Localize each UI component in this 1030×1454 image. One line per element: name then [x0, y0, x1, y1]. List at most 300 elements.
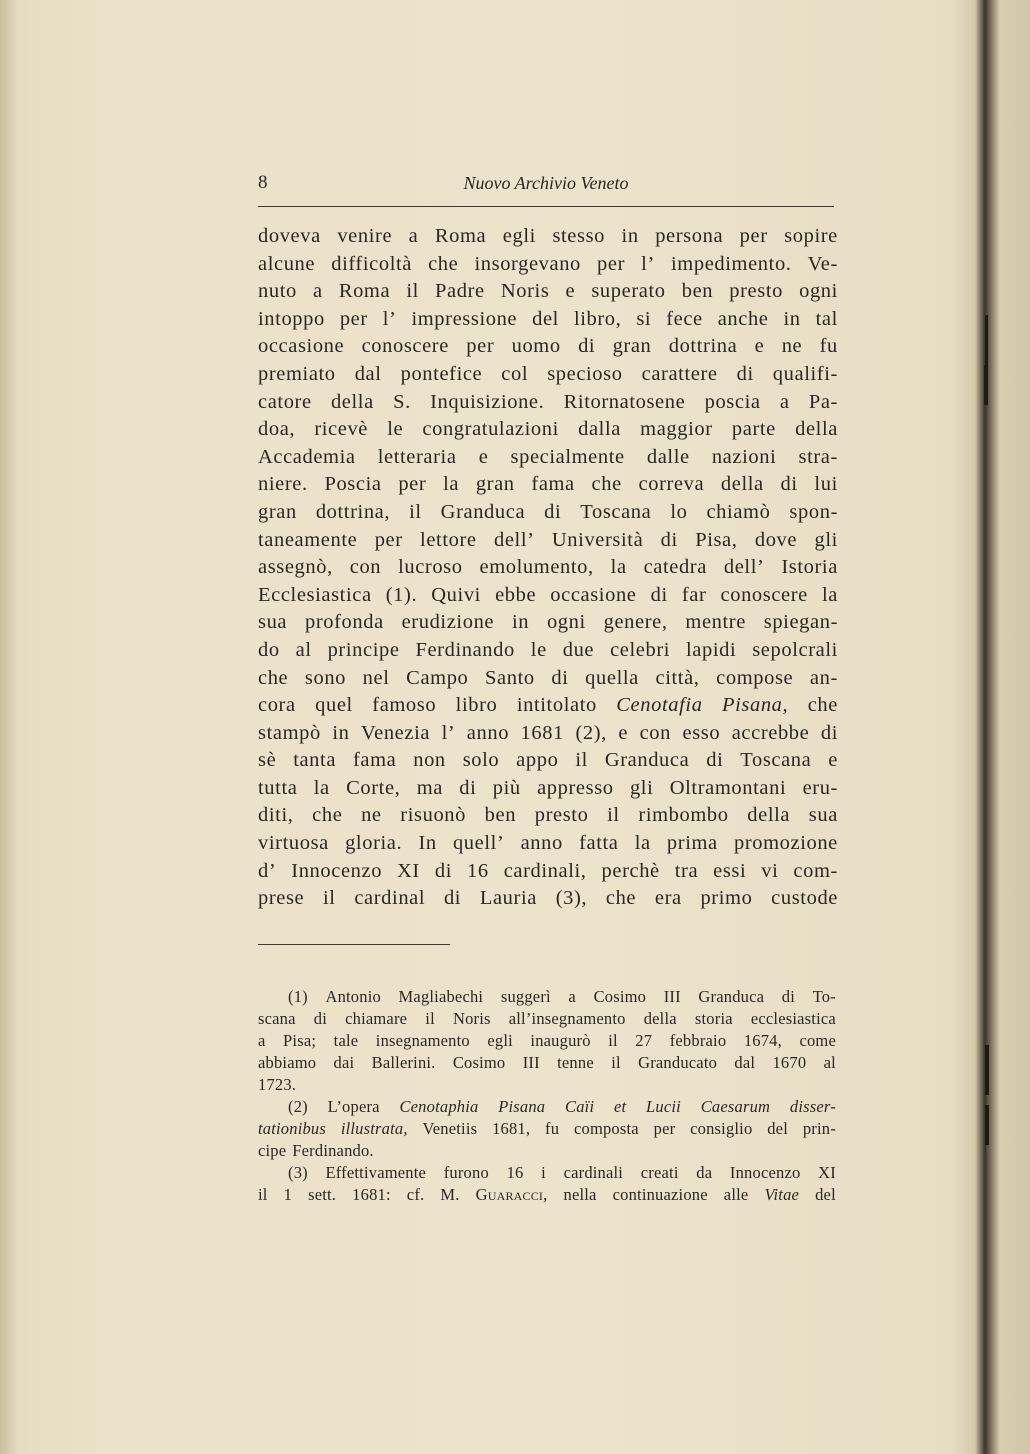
word: chiamò — [706, 500, 771, 523]
word: 1681: — [352, 1185, 391, 1204]
word: Vitae — [764, 1185, 800, 1204]
word: della — [795, 418, 838, 441]
word: città, — [655, 666, 700, 689]
word: Ecclesiastica — [258, 583, 372, 606]
word: all’insegnamento — [508, 1009, 626, 1028]
word: i — [541, 1163, 546, 1182]
word: S. — [393, 390, 411, 413]
word: di — [660, 528, 678, 551]
word: di — [443, 887, 462, 910]
word: per — [398, 473, 427, 496]
word: Caïi — [565, 1097, 595, 1116]
word: ricevè — [314, 418, 368, 441]
word: nazioni — [711, 445, 777, 468]
word: Cenotaphia — [399, 1097, 479, 1116]
text-line — [258, 830, 838, 858]
word: il — [611, 1053, 621, 1072]
word: di — [781, 987, 795, 1006]
word: celebri — [610, 638, 671, 661]
word: doveva — [258, 225, 321, 247]
word: difficoltà — [331, 252, 412, 275]
word: Pisa; — [283, 1031, 317, 1050]
word: cipe — [258, 1141, 287, 1160]
word: Padre — [435, 280, 485, 303]
word: per — [739, 225, 768, 247]
word: pontefice — [400, 362, 483, 385]
word: XI — [397, 859, 420, 882]
word: Granducato — [638, 1053, 718, 1072]
word: stra- — [798, 445, 838, 468]
word: gran — [475, 473, 515, 496]
word: e — [618, 721, 629, 744]
word: stampò — [258, 721, 321, 744]
word: egli — [487, 1031, 513, 1050]
word: lo — [670, 500, 688, 523]
word: per — [339, 307, 368, 330]
word: inaugurò — [530, 1031, 591, 1050]
word: egli — [502, 225, 536, 247]
word: dell’ — [493, 528, 535, 551]
text-line — [258, 527, 838, 555]
word: Cosimo — [452, 1053, 506, 1072]
word: storia — [694, 1009, 733, 1028]
word: che — [428, 252, 459, 275]
word: ma — [416, 776, 443, 799]
text-line — [258, 251, 838, 279]
word: cf. — [406, 1185, 425, 1204]
word: l’ — [382, 307, 397, 330]
word: Noris — [500, 280, 550, 303]
word: M. — [440, 1185, 460, 1204]
word: Ballerini. — [371, 1053, 436, 1072]
word: Granduca — [440, 500, 526, 523]
word: chiamare — [345, 1009, 408, 1028]
footnote-line — [258, 1162, 836, 1184]
word: ne — [361, 804, 382, 827]
word: an- — [809, 666, 838, 689]
word: To- — [812, 987, 836, 1006]
word: 1670 — [772, 1053, 807, 1072]
word: principe — [327, 638, 400, 661]
word: di — [650, 583, 668, 606]
word: da — [696, 1163, 713, 1182]
word: Santo — [485, 666, 535, 689]
word: fu — [545, 1119, 560, 1138]
word: dove — [754, 528, 798, 551]
word: col — [501, 362, 529, 385]
word: spiegan- — [763, 611, 838, 634]
word: Cenotafia — [616, 694, 703, 717]
footnote-line — [258, 1096, 836, 1118]
word: Pisa, — [695, 528, 738, 551]
word: anno — [466, 721, 510, 744]
word: parte — [731, 418, 776, 441]
word: l’ — [641, 252, 655, 275]
word: che — [258, 666, 289, 689]
word: XI — [818, 1163, 836, 1182]
word: Granduca — [604, 749, 690, 772]
word: (1) — [288, 987, 308, 1006]
word: profonda — [304, 611, 384, 634]
word: quel — [315, 694, 353, 717]
word: custode — [771, 887, 838, 910]
word: anno — [520, 832, 563, 855]
word: mentre — [685, 611, 746, 634]
page-number: 8 — [258, 172, 268, 193]
word: compose — [716, 666, 794, 689]
word: lucroso — [398, 556, 463, 579]
word: ne — [781, 335, 803, 358]
word: a — [568, 987, 576, 1006]
word: occasione — [258, 335, 345, 358]
word: (3) — [288, 1163, 308, 1182]
word: (2) — [288, 1097, 308, 1116]
word: Oltramontani — [669, 776, 787, 799]
word: in — [332, 721, 350, 744]
word: e — [565, 280, 576, 303]
word: il — [406, 280, 419, 303]
word: dal — [734, 1053, 756, 1072]
word: dalle — [646, 445, 690, 468]
word: specioso — [547, 362, 623, 385]
word: gloria. — [345, 832, 403, 855]
text-line — [258, 554, 838, 582]
word: che — [312, 804, 343, 827]
word: 1681, — [492, 1119, 531, 1138]
word: della — [643, 1009, 677, 1028]
word: 27 — [635, 1031, 653, 1050]
word: primo — [700, 887, 753, 910]
word: sua — [258, 611, 288, 634]
text-line — [258, 637, 838, 665]
word: sua — [808, 804, 838, 827]
word: III — [522, 1053, 540, 1072]
word: fece — [666, 307, 703, 330]
word: letteraria — [377, 445, 457, 468]
word: esso — [682, 721, 721, 744]
word: al — [823, 1053, 836, 1072]
text-line — [258, 885, 838, 913]
word: appresso — [537, 776, 614, 799]
word: d’ — [258, 859, 277, 882]
word: Innocenzo — [291, 859, 383, 882]
word: 16 — [506, 1163, 524, 1182]
word: stesso — [552, 225, 606, 247]
word: Pa- — [808, 390, 838, 413]
word: et — [613, 1097, 627, 1116]
word: 1681 — [520, 721, 564, 744]
word: di — [313, 1009, 327, 1028]
word: fatta — [579, 832, 619, 855]
word: a — [779, 390, 790, 413]
word: il — [608, 1031, 618, 1050]
word: Magliabechi — [398, 987, 484, 1006]
word: della — [330, 390, 374, 413]
word: Antonio — [325, 987, 381, 1006]
scan-mark — [984, 365, 988, 405]
word: suggerì — [500, 987, 551, 1006]
text-line — [258, 306, 838, 334]
word: 16 — [467, 859, 489, 882]
word: spon- — [789, 500, 838, 523]
word: tra — [674, 859, 699, 882]
word: dottrina, — [315, 500, 391, 523]
text-line — [258, 223, 838, 251]
word: diti, — [258, 804, 294, 827]
word: doa, — [258, 418, 296, 441]
word: 1674, — [743, 1031, 782, 1050]
word: a — [258, 1031, 266, 1050]
word: congratulazioni — [422, 418, 559, 441]
word: Lucii — [646, 1097, 681, 1116]
running-title: Nuovo Archivio Veneto — [463, 173, 629, 193]
word: cardinali, — [503, 859, 587, 882]
text-line — [258, 747, 838, 775]
text-line — [258, 278, 838, 306]
word: in — [511, 611, 530, 634]
text-line — [258, 389, 838, 417]
word: 1723. — [258, 1075, 297, 1094]
word: prima — [666, 832, 718, 855]
word: alcune — [258, 252, 316, 275]
word: sett. — [308, 1185, 337, 1204]
word: dalla — [578, 418, 621, 441]
footnote-line — [258, 1008, 836, 1030]
word: qualifi- — [772, 362, 838, 385]
word: In — [418, 832, 437, 855]
word: creati — [640, 1163, 679, 1182]
word: Lauria — [479, 887, 537, 910]
word: che — [807, 694, 838, 717]
word: il — [575, 749, 588, 772]
word: gran — [258, 500, 297, 523]
word: a — [312, 280, 323, 303]
word: accrebbe — [731, 721, 810, 744]
word: lettore — [420, 528, 477, 551]
word: conoscere — [720, 583, 808, 606]
main-text — [258, 223, 838, 913]
word: appo — [516, 749, 559, 772]
word: essi — [713, 859, 747, 882]
word: tutta — [258, 776, 298, 799]
word: genere, — [603, 611, 668, 634]
word: gli — [629, 776, 654, 799]
word: virtuosa — [258, 832, 329, 855]
word: dal — [354, 362, 382, 385]
word: tanta — [293, 749, 337, 772]
word: catedra — [643, 556, 707, 579]
word: che — [591, 473, 622, 496]
word: la — [313, 776, 330, 799]
word: dai — [333, 1053, 355, 1072]
word: Innocenzo — [729, 1163, 801, 1182]
text-line — [258, 471, 838, 499]
word: quella — [585, 666, 639, 689]
word: emolumento, — [479, 556, 594, 579]
word: Corte, — [346, 776, 401, 799]
footnote-line — [258, 1074, 836, 1096]
header-rule — [258, 206, 834, 207]
word: gli — [814, 528, 838, 551]
word: per — [374, 528, 403, 551]
word: ben — [484, 804, 517, 827]
word: composta — [573, 1119, 639, 1138]
word: di — [706, 749, 724, 772]
word: libro, — [573, 307, 622, 330]
word: impedimento. — [671, 252, 792, 275]
word: il — [258, 1185, 268, 1204]
word: uomo — [511, 335, 561, 358]
word: Roma — [338, 280, 391, 303]
word: correva — [638, 473, 705, 496]
word: il — [607, 804, 620, 827]
word: di — [551, 666, 569, 689]
word: tationibus — [258, 1119, 327, 1138]
word: Poscia — [324, 473, 382, 496]
word: prese — [258, 887, 305, 910]
text-line — [258, 720, 838, 748]
word: il — [323, 887, 336, 910]
footnote-rule — [258, 944, 450, 945]
word: nella — [563, 1185, 597, 1204]
word: e — [828, 749, 838, 772]
word: ecclesiastica — [750, 1009, 836, 1028]
word: Toscana — [580, 500, 652, 523]
word: più — [492, 776, 521, 799]
word: furono — [443, 1163, 489, 1182]
word: il — [425, 1009, 435, 1028]
word: Quivi — [431, 583, 481, 606]
word: non — [413, 749, 446, 772]
word: ogni — [799, 280, 838, 303]
word: far — [681, 583, 707, 606]
text-line — [258, 444, 838, 472]
text-line — [258, 499, 838, 527]
word: e — [754, 335, 765, 358]
word: Caesarum — [700, 1097, 771, 1116]
word: Roma — [434, 225, 487, 247]
word: per — [597, 252, 626, 275]
word: al — [295, 638, 312, 661]
word: risuonò — [400, 804, 466, 827]
word: di — [780, 473, 798, 496]
word: insorgevano — [474, 252, 581, 275]
word: del — [532, 307, 559, 330]
word: do — [258, 638, 280, 661]
word: Guaracci, — [475, 1185, 548, 1204]
word: illustrata, — [340, 1119, 408, 1138]
footnote-line — [258, 986, 836, 1008]
word: Campo — [406, 666, 469, 689]
word: continuazione — [612, 1185, 708, 1204]
word: intitolato — [516, 694, 597, 717]
text-line — [258, 609, 838, 637]
word: promozione — [733, 832, 838, 855]
word: specialmente — [510, 445, 625, 468]
word: lui — [814, 473, 838, 496]
word: Cosimo — [593, 987, 647, 1006]
word: l’ — [441, 721, 456, 744]
word: Pisana, — [721, 694, 789, 717]
word: persona — [655, 225, 724, 247]
word: superato — [591, 280, 666, 303]
word: rimbombo — [638, 804, 729, 827]
word: ogni — [546, 611, 586, 634]
word: solo — [462, 749, 500, 772]
word: cardinal — [354, 887, 426, 910]
word: Ve- — [807, 252, 838, 275]
word: sepolcrali — [752, 638, 838, 661]
word: famoso — [372, 694, 437, 717]
word: la — [821, 583, 838, 606]
word: ebbe — [495, 583, 537, 606]
word: si — [636, 307, 652, 330]
word: maggior — [640, 418, 713, 441]
word: fu — [819, 335, 838, 358]
word: le — [530, 638, 547, 661]
word: poscia — [704, 390, 761, 413]
word: (2), — [575, 721, 607, 744]
text-line — [258, 802, 838, 830]
word: erudizione — [401, 611, 495, 634]
word: dell’ — [723, 556, 765, 579]
word: di — [459, 776, 477, 799]
word: tenne — [557, 1053, 594, 1072]
footnote-line — [258, 1052, 836, 1074]
word: come — [799, 1031, 836, 1050]
word: Venezia — [360, 721, 431, 744]
word: Istoria — [781, 556, 838, 579]
word: perchè — [601, 859, 660, 882]
word: cardinali — [563, 1163, 624, 1182]
word: libro — [455, 694, 498, 717]
scan-mark — [985, 1045, 989, 1095]
word: eru- — [802, 776, 838, 799]
text-line — [258, 858, 838, 886]
word: sono — [304, 666, 347, 689]
word: che — [605, 887, 637, 910]
word: vi — [761, 859, 779, 882]
text-line — [258, 416, 838, 444]
word: per — [466, 335, 495, 358]
word: per — [653, 1119, 676, 1138]
word: premiato — [258, 362, 336, 385]
word: era — [654, 887, 682, 910]
word: Pisana — [498, 1097, 546, 1116]
word: ben — [681, 280, 714, 303]
word: con — [349, 556, 382, 579]
word: impressione — [411, 307, 518, 330]
word: sopire — [784, 225, 838, 247]
footnote-line — [258, 1140, 836, 1162]
word: Venetiis — [422, 1119, 478, 1138]
word: occasione — [550, 583, 637, 606]
word: due — [562, 638, 595, 661]
text-line — [258, 582, 838, 610]
word: della — [720, 473, 764, 496]
word: la — [610, 556, 627, 579]
word: scana — [258, 1009, 296, 1028]
word: le — [387, 418, 404, 441]
word: (3), — [555, 887, 588, 910]
word: prin- — [802, 1119, 836, 1138]
word: Granduca — [698, 987, 765, 1006]
word: di — [820, 721, 838, 744]
word: del — [815, 1185, 836, 1204]
word: e — [478, 445, 489, 468]
word: taneamente — [258, 528, 358, 551]
word: a — [408, 225, 419, 247]
